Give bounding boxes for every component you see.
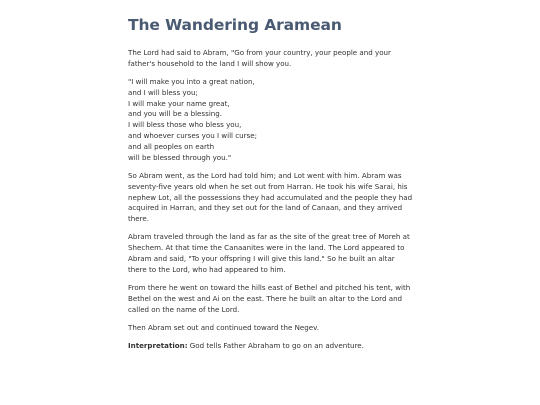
paragraph-shechem: Abram traveled through the land as far as the site of the great tree of Moreh at Shechem. At that time the Canaanites were in the land. The Lord appeared to Abram and said, "To your offspring I will give this land." So he built an altar there to the Lord, who had appeared to him. xyxy=(128,232,410,274)
poem-line: and you will be a blessing. xyxy=(128,109,223,119)
paragraph-journey: So Abram went, as the Lord had told him; and Lot went with him. Abram was seventy-five years old when he set out from Harran. He took his wife Sarai, his nephew Lot, all the possessions they had accumulated and the people they had acquired in Harran, and they set out for the land of Canaan, and they arrived there. xyxy=(128,170,413,224)
poem-line: I will bless those who bless you, xyxy=(128,120,242,130)
poem-line: and all peoples on earth xyxy=(128,141,215,151)
poem-block xyxy=(128,77,414,163)
interpretation xyxy=(128,341,414,352)
poem-line: will be blessed through you." xyxy=(128,152,232,162)
article xyxy=(128,14,414,360)
poem-line: "I will make you into a great nation, xyxy=(128,77,255,87)
paragraph-negev: Then Abram set out and continued toward the Negev. xyxy=(128,323,320,333)
poem-line: and whoever curses you I will curse; xyxy=(128,131,258,141)
paragraph-bethel: From there he went on toward the hills east of Bethel and pitched his tent, with Bethel on the west and Ai on the east. There he built an altar to the Lord and called on the name of the Lord. xyxy=(128,283,411,314)
poem-line: and I will bless you; xyxy=(128,87,198,97)
page-title: The Wandering Aramean xyxy=(128,16,342,34)
interpretation-label: Interpretation: xyxy=(128,341,188,351)
paragraph-intro: The Lord had said to Abram, "Go from your country, your people and your father's household to the land I will show you. xyxy=(128,48,391,68)
poem-line: I will make your name great, xyxy=(128,98,230,108)
interpretation-text: God tells Father Abraham to go on an adventure. xyxy=(187,341,364,351)
